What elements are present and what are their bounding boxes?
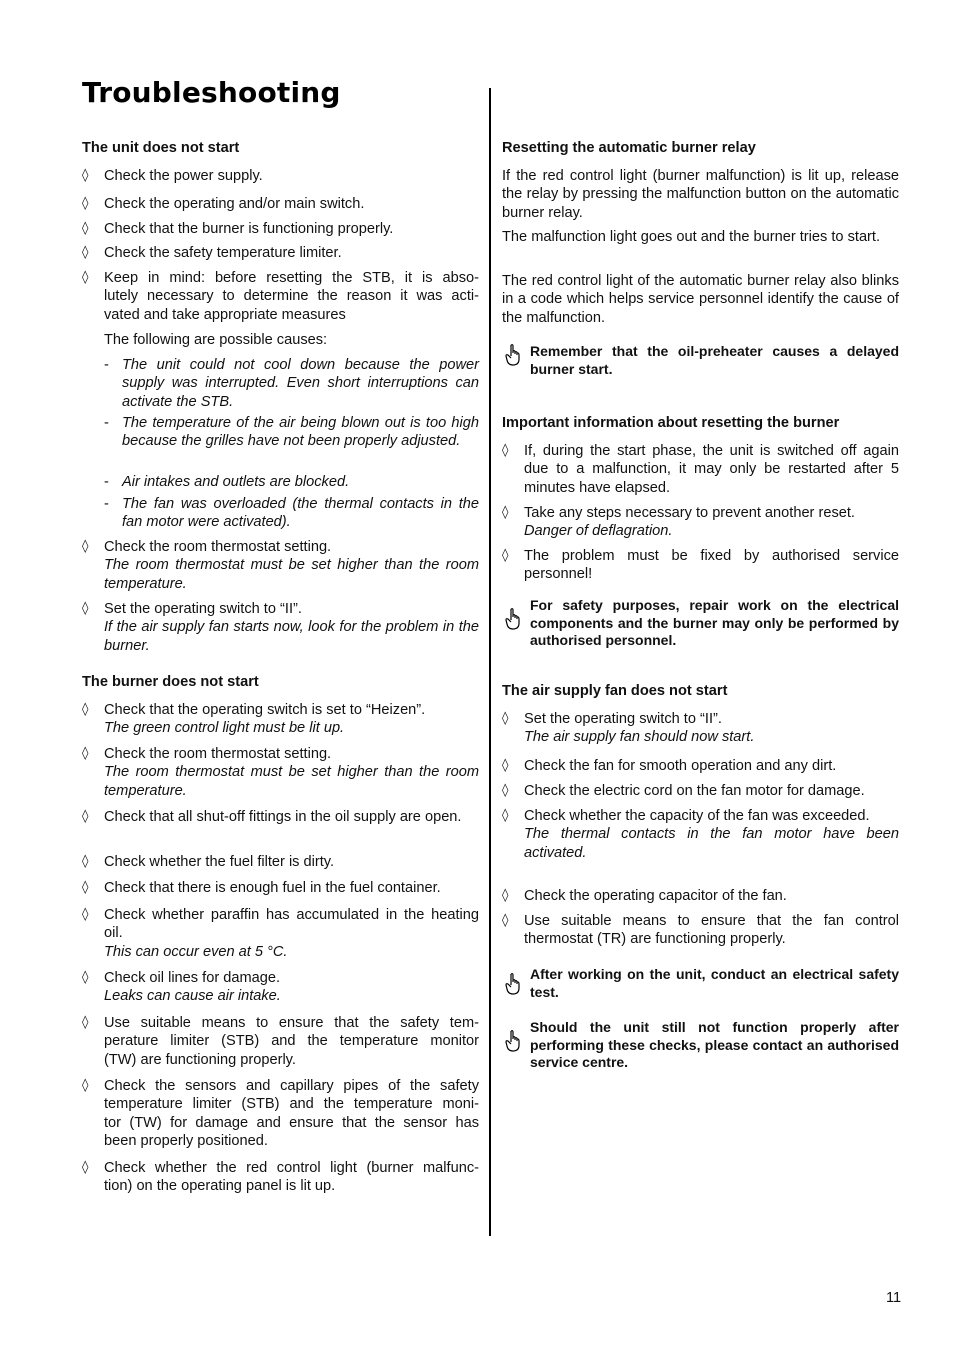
diamond-bullet-icon: ◊: [82, 746, 89, 761]
diamond-bullet-icon: ◊: [502, 783, 509, 798]
list-item: ◊ Check the electric cord on the fan motor for damage.: [502, 783, 865, 799]
column-divider: [489, 88, 491, 1236]
list-item: ◊ Check that the burner is functioning properly.: [82, 221, 394, 237]
diamond-bullet-icon: ◊: [502, 711, 509, 726]
list-item: ◊ Check that all shut-off fittings in the oil supply are open.: [82, 809, 462, 825]
list-item: ◊ If, during the start phase, the unit is switched off again due to a malfunction, it may only be restarted after 5 minutes have elapsed.: [502, 443, 899, 496]
list-item: ◊ Use suitable means to ensure that the safety tem- perature limiter (STB) and the temperature monitor (TW) are functioning properly.: [82, 1015, 479, 1068]
list-item: ◊ Check the safety temperature limiter.: [82, 245, 342, 261]
note-safety-test: After working on the unit, conduct an electrical safety test.: [502, 966, 899, 1001]
pointing-hand-icon: [502, 607, 526, 631]
section-heading-burner: The burner does not start: [82, 674, 259, 690]
list-item: ◊ Check the room thermostat setting. The room thermostat must be set higher than the room temperature.: [82, 539, 479, 592]
causes-intro: The following are possible causes:: [104, 332, 328, 348]
list-item: ◊ Check whether the fuel filter is dirty.: [82, 854, 335, 870]
list-item: ◊ Check the room thermostat setting. The room thermostat must be set higher than the room temperature.: [82, 746, 479, 799]
diamond-bullet-icon: ◊: [82, 854, 89, 869]
section-heading-important: Important information about resetting the burner: [502, 415, 840, 431]
note-safety: For safety purposes, repair work on the electrical components and the burner may only be performed by authorised personnel.: [502, 597, 899, 650]
list-item: ◊ Set the operating switch to “II”. If the air supply fan starts now, look for the problem in the burner.: [82, 601, 479, 654]
cause-item: - The unit could not cool down because the power supply was interrupted. Even short interruptions can activate the STB.: [104, 357, 479, 410]
list-item: ◊ Keep in mind: before resetting the STB, it is abso- lutely necessary to determine the reason it was acti- vated and take appropriate measures: [82, 270, 479, 323]
diamond-bullet-icon: ◊: [502, 888, 509, 903]
list-item: ◊ Check oil lines for damage. Leaks can cause air intake.: [82, 970, 281, 1005]
diamond-bullet-icon: ◊: [82, 1015, 89, 1030]
diamond-bullet-icon: ◊: [82, 970, 89, 985]
diamond-bullet-icon: ◊: [82, 1160, 89, 1175]
page-title: Troubleshooting: [82, 76, 341, 109]
diamond-bullet-icon: ◊: [82, 702, 89, 717]
diamond-bullet-icon: ◊: [82, 809, 89, 824]
cause-item: - The temperature of the air being blown out is too high because the grilles have not been properly adjusted.: [104, 415, 479, 450]
section-heading-reset: Resetting the automatic burner relay: [502, 140, 756, 156]
list-item: ◊ Check the fan for smooth operation and any dirt.: [502, 758, 837, 774]
diamond-bullet-icon: ◊: [82, 221, 89, 236]
list-item: ◊ Check whether paraffin has accumulated in the heating oil. This can occur even at 5 °C.: [82, 907, 479, 960]
diamond-bullet-icon: ◊: [502, 505, 509, 520]
diamond-bullet-icon: ◊: [82, 168, 89, 183]
pointing-hand-icon: [502, 972, 526, 996]
list-item: ◊ Check whether the capacity of the fan was exceeded. The thermal contacts in the fan motor have been activated.: [502, 808, 899, 861]
diamond-bullet-icon: ◊: [82, 880, 89, 895]
list-item: ◊ Use suitable means to ensure that the fan control thermostat (TR) are functioning properly.: [502, 913, 899, 948]
section-heading-unit: The unit does not start: [82, 140, 240, 156]
diamond-bullet-icon: ◊: [82, 245, 89, 260]
diamond-bullet-icon: ◊: [82, 1078, 89, 1093]
list-item: ◊ Check whether the red control light (burner malfunc- tion) on the operating panel is lit up.: [82, 1160, 479, 1195]
list-item: ◊ The problem must be fixed by authorised service personnel!: [502, 548, 899, 583]
diamond-bullet-icon: ◊: [502, 548, 509, 563]
list-item: ◊ Check the operating and/or main switch.: [82, 196, 365, 212]
diamond-bullet-icon: ◊: [82, 601, 89, 616]
paragraph: The red control light of the automatic burner relay also blinks in a code which helps service personnel identify the cause of the malfunction.: [502, 273, 899, 326]
diamond-bullet-icon: ◊: [502, 758, 509, 773]
diamond-bullet-icon: ◊: [82, 907, 89, 922]
diamond-bullet-icon: ◊: [502, 913, 509, 928]
list-item: ◊ Check that there is enough fuel in the fuel container.: [82, 880, 441, 896]
paragraph: The malfunction light goes out and the burner tries to start.: [502, 229, 881, 245]
cause-item: - Air intakes and outlets are blocked.: [104, 474, 350, 490]
diamond-bullet-icon: ◊: [502, 808, 509, 823]
list-item: ◊ Check the sensors and capillary pipes of the safety temperature limiter (STB) and the temperature moni- tor (TW) for damage and ensure that the sensor has been properly positioned.: [82, 1078, 479, 1150]
list-item: ◊ Check that the operating switch is set to “Heizen”. The green control light must be lit up.: [82, 702, 426, 737]
list-item: ◊ Set the operating switch to “II”. The air supply fan should now start.: [502, 711, 755, 746]
page-number: 11: [886, 1290, 902, 1306]
list-item: ◊ Check the power supply.: [82, 168, 263, 184]
note-oil-preheater: Remember that the oil-preheater causes a delayed burner start.: [502, 343, 899, 378]
diamond-bullet-icon: ◊: [82, 270, 89, 285]
diamond-bullet-icon: ◊: [82, 196, 89, 211]
diamond-bullet-icon: ◊: [502, 443, 509, 458]
paragraph: If the red control light (burner malfunction) is lit up, release the relay by pressing the malfunction button on the automatic burner relay.: [502, 168, 899, 221]
pointing-hand-icon: [502, 1029, 526, 1053]
cause-item: - The fan was overloaded (the thermal contacts in the fan motor were activated).: [104, 496, 479, 531]
list-item: ◊ Take any steps necessary to prevent another reset. Danger of deflagration.: [502, 505, 855, 540]
diamond-bullet-icon: ◊: [82, 539, 89, 554]
section-heading-fan: The air supply fan does not start: [502, 683, 728, 699]
note-service-centre: Should the unit still not function properly after performing these checks, please contact an authorised service centre.: [502, 1019, 899, 1072]
list-item: ◊ Check the operating capacitor of the fan.: [502, 888, 787, 904]
pointing-hand-icon: [502, 343, 526, 367]
